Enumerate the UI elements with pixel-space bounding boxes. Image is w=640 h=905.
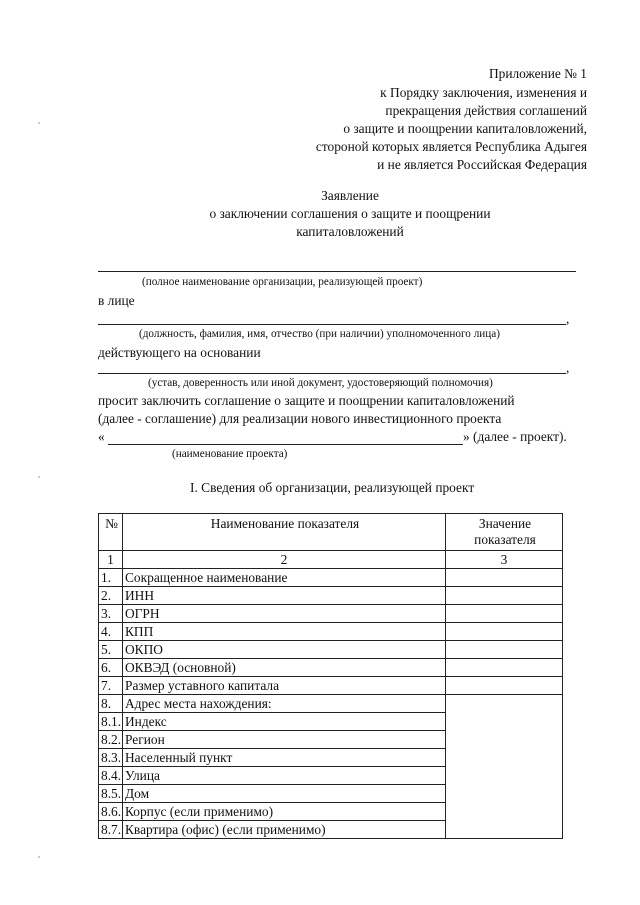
project-name-line[interactable] bbox=[108, 444, 463, 445]
in-person-label: в лице bbox=[98, 293, 135, 308]
header-num: № bbox=[99, 514, 123, 551]
header-value-line-2: показателя bbox=[474, 532, 536, 547]
header-line-5: стороной которых является Республика Адыгея bbox=[315, 139, 587, 154]
table-row bbox=[99, 803, 563, 821]
row-name: ИНН bbox=[123, 587, 446, 605]
table-row bbox=[99, 767, 563, 785]
address-value-cell[interactable] bbox=[446, 785, 563, 803]
row-num: 8.6. bbox=[99, 803, 123, 821]
row-num: 8.5. bbox=[99, 785, 123, 803]
position-comma: , bbox=[566, 311, 570, 326]
table-row bbox=[99, 569, 563, 587]
address-value-cell[interactable] bbox=[446, 821, 563, 839]
address-value-cell[interactable] bbox=[446, 713, 563, 731]
acting-basis-label: действующего на основании bbox=[98, 345, 261, 360]
row-name: КПП bbox=[123, 623, 446, 641]
row-num: 8.4. bbox=[99, 767, 123, 785]
address-value-cell[interactable] bbox=[446, 803, 563, 821]
address-value-cell[interactable] bbox=[446, 767, 563, 785]
document-line[interactable] bbox=[98, 373, 566, 374]
row-num: 8.2. bbox=[99, 731, 123, 749]
table-row bbox=[99, 713, 563, 731]
row-num: 8.3. bbox=[99, 749, 123, 767]
document-hint: (устав, доверенность или иной документ, удостоверяющий полномочия) bbox=[148, 377, 493, 389]
scan-speck bbox=[38, 122, 40, 124]
row-value-cell[interactable] bbox=[446, 587, 563, 605]
table-row bbox=[99, 731, 563, 749]
org-name-line[interactable] bbox=[98, 271, 576, 272]
table-row bbox=[99, 695, 563, 713]
doc-subtitle-1: о заключении соглашения о защите и поощрении bbox=[209, 206, 491, 221]
request-line-1: просит заключить соглашение о защите и поощрении капиталовложений bbox=[98, 393, 515, 408]
header-line-4: о защите и поощрении капиталовложений, bbox=[343, 121, 587, 136]
section-title: I. Сведения об организации, реализующей проект bbox=[190, 480, 475, 495]
row-name: Корпус (если применимо) bbox=[123, 803, 446, 821]
row-value-cell[interactable] bbox=[446, 569, 563, 587]
address-value-cell[interactable] bbox=[446, 749, 563, 767]
row-num: 1. bbox=[99, 569, 123, 587]
row-name: Индекс bbox=[123, 713, 446, 731]
doc-subtitle-2: капиталовложений bbox=[296, 224, 404, 239]
header-line-3: прекращения действия соглашений bbox=[385, 103, 587, 118]
table-row bbox=[99, 623, 563, 641]
index-cell: 1 bbox=[99, 551, 123, 569]
table-index-row bbox=[99, 551, 563, 569]
indicators-table bbox=[98, 513, 563, 839]
document-comma: , bbox=[566, 360, 570, 375]
row-name: ОГРН bbox=[123, 605, 446, 623]
project-name-hint: (наименование проекта) bbox=[172, 448, 288, 460]
row-num: 8. bbox=[99, 695, 123, 713]
row-name: Населенный пункт bbox=[123, 749, 446, 767]
row-num: 5. bbox=[99, 641, 123, 659]
quote-close: » (далее - проект). bbox=[463, 429, 567, 444]
header-line-2: к Порядку заключения, изменения и bbox=[380, 85, 587, 100]
doc-title: Заявление bbox=[321, 188, 379, 203]
index-cell: 2 bbox=[123, 551, 446, 569]
scan-speck bbox=[38, 476, 40, 478]
table-row bbox=[99, 641, 563, 659]
table-row bbox=[99, 785, 563, 803]
table-row bbox=[99, 587, 563, 605]
appendix-number: Приложение № 1 bbox=[488, 66, 587, 81]
address-value-cell[interactable] bbox=[446, 731, 563, 749]
address-value-cell[interactable] bbox=[446, 695, 563, 713]
quote-open: « bbox=[98, 429, 105, 444]
table-header-row bbox=[99, 514, 563, 551]
header-name: Наименование показателя bbox=[123, 514, 446, 551]
table-row bbox=[99, 821, 563, 839]
header-line-6: и не является Российская Федерация bbox=[377, 157, 587, 172]
row-value-cell[interactable] bbox=[446, 623, 563, 641]
scan-speck bbox=[38, 856, 40, 858]
row-value-cell[interactable] bbox=[446, 677, 563, 695]
row-name: ОКВЭД (основной) bbox=[123, 659, 446, 677]
row-name: Сокращенное наименование bbox=[123, 569, 446, 587]
header-value-line-1: Значение bbox=[478, 516, 532, 531]
table-row bbox=[99, 659, 563, 677]
row-num: 8.7. bbox=[99, 821, 123, 839]
row-value-cell[interactable] bbox=[446, 605, 563, 623]
row-name: Адрес места нахождения: bbox=[123, 695, 446, 713]
row-name: Размер уставного капитала bbox=[123, 677, 446, 695]
position-line[interactable] bbox=[98, 324, 566, 325]
table-row bbox=[99, 749, 563, 767]
row-num: 2. bbox=[99, 587, 123, 605]
table-row bbox=[99, 605, 563, 623]
request-line-2: (далее - соглашение) для реализации нового инвестиционного проекта bbox=[98, 411, 502, 426]
row-num: 8.1. bbox=[99, 713, 123, 731]
row-name: Улица bbox=[123, 767, 446, 785]
org-name-hint: (полное наименование организации, реализующей проект) bbox=[142, 276, 423, 288]
row-name: Дом bbox=[123, 785, 446, 803]
index-cell: 3 bbox=[446, 551, 563, 569]
row-value-cell[interactable] bbox=[446, 659, 563, 677]
position-hint: (должность, фамилия, имя, отчество (при наличии) уполномоченного лица) bbox=[139, 328, 500, 340]
row-value-cell[interactable] bbox=[446, 641, 563, 659]
row-name: ОКПО bbox=[123, 641, 446, 659]
row-num: 3. bbox=[99, 605, 123, 623]
table-row bbox=[99, 677, 563, 695]
header-value bbox=[446, 514, 563, 551]
row-num: 7. bbox=[99, 677, 123, 695]
row-num: 6. bbox=[99, 659, 123, 677]
row-name: Квартира (офис) (если применимо) bbox=[123, 821, 446, 839]
row-name: Регион bbox=[123, 731, 446, 749]
row-num: 4. bbox=[99, 623, 123, 641]
